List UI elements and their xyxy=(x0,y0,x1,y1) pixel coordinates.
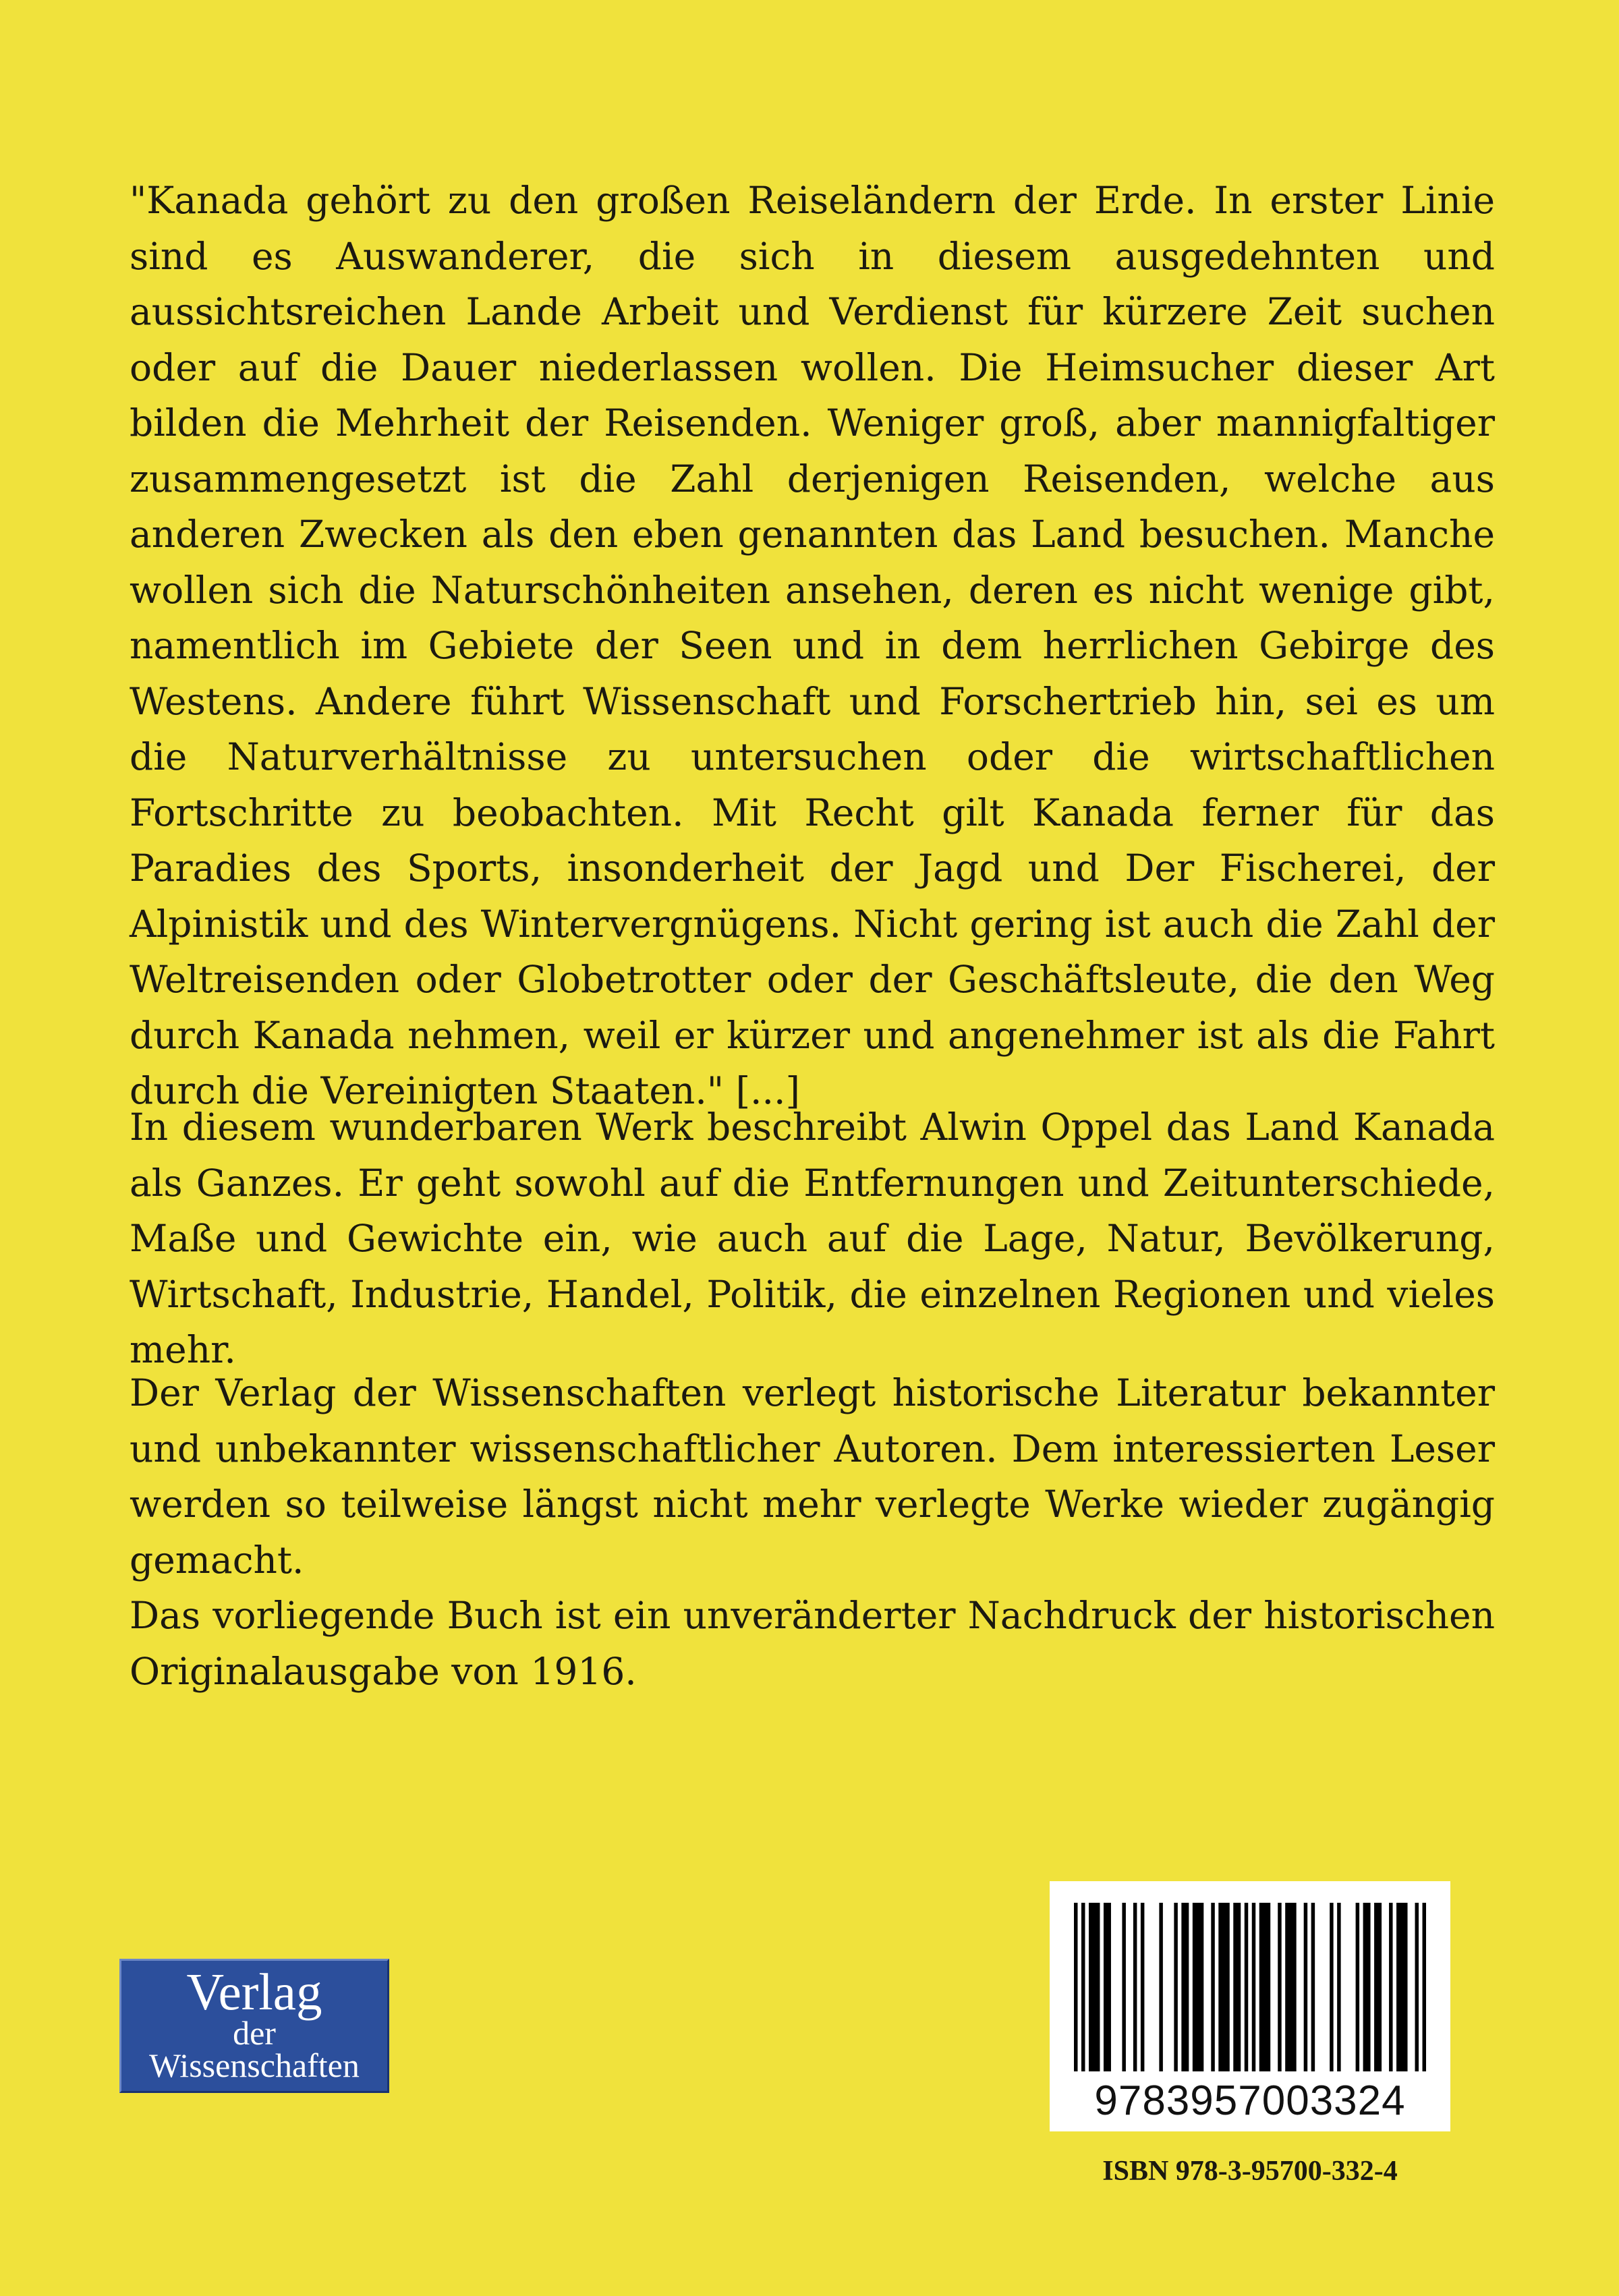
barcode-bar xyxy=(1174,1903,1177,2071)
logo-line-verlag: Verlag xyxy=(186,1963,322,2021)
isbn-number: ISBN 978-3-95700-332-4 xyxy=(1102,2156,1398,2187)
barcode-bar xyxy=(1337,1903,1340,2071)
barcode-bar xyxy=(1089,1903,1100,2071)
barcode-bar xyxy=(1181,1903,1189,2071)
barcode-bar xyxy=(1122,1903,1125,2071)
barcode-label xyxy=(1050,1881,1450,2131)
barcode-bars xyxy=(1074,1903,1426,2071)
publisher-logo xyxy=(119,1959,389,2093)
barcode-bar xyxy=(1211,1903,1214,2071)
barcode-bar xyxy=(1304,1903,1307,2071)
barcode-bar xyxy=(1389,1903,1392,2071)
publisher-note: Der Verlag der Wissenschaften verlegt historische Literatur bekannter und unbekannter wissenschaftlicher Autoren. Dem interessierten Leser werden so teilweise längst nicht mehr verlegte Werke wieder zugängig gemacht. xyxy=(130,1371,1495,1582)
barcode-bar xyxy=(1278,1903,1281,2071)
barcode-bar xyxy=(1285,1903,1296,2071)
barcode-bar xyxy=(1374,1903,1382,2071)
logo-line-wissenschaften: Wissenschaften xyxy=(149,2046,360,2084)
back-cover-quote: "Kanada gehört zu den großen Reiseländern der Erde. In erster Linie sind es Auswanderer, die sich in diesem ausgedehnten und aussichtsreichen Lande Arbeit und Verdienst für kürzere Zeit suchen oder auf die Dauer niederlassen wollen. Die Heimsucher dieser Art bilden die Mehrheit der Reisenden. Weniger groß, aber mannigfaltiger zusammengesetzt ist die Zahl derjenigen Reisenden, welche aus anderen Zwecken als den eben genannten das Land besuchen. Manche wollen sich die Naturschönheiten ansehen, deren es nicht wenige gibt, namentlich im Gebiete der Seen und in dem herrlichen Gebirge des Westens. Andere führt Wissenschaft und Forschertrieb hin, sei es um die Naturverhältnisse zu untersuchen oder die wirtschaftlichen Fortschritte zu beobachten. Mit Recht gilt Kanada ferner für das Paradies des Sports, insonderheit der Jagd und Der Fischerei, der Alpinistik und des Wintervergnügens. Nicht gering ist auch die Zahl der Weltreisenden oder Globetrotter oder der Geschäftsleute, die den Weg durch Kanada nehmen, weil er kürzer und angenehmer ist als die Fahrt durch die Vereinigten Staaten." [...] xyxy=(130,179,1495,1112)
barcode-number: 9783957003324 xyxy=(1094,2077,1406,2124)
barcode-bar xyxy=(1245,1903,1248,2071)
barcode-bar xyxy=(1311,1903,1315,2071)
barcode-bar xyxy=(1415,1903,1419,2071)
logo-line-der: der xyxy=(233,2014,276,2052)
barcode-bar xyxy=(1233,1903,1241,2071)
barcode-bar xyxy=(1356,1903,1359,2071)
barcode-bar xyxy=(1193,1903,1203,2071)
barcode-bar xyxy=(1423,1903,1426,2071)
barcode-bar xyxy=(1133,1903,1137,2071)
publisher-info xyxy=(130,1365,1495,1699)
barcode-bar xyxy=(1363,1903,1371,2071)
barcode-bar xyxy=(1218,1903,1229,2071)
barcode-bar xyxy=(1396,1903,1407,2071)
barcode-bar xyxy=(1074,1903,1077,2071)
barcode-bar xyxy=(1330,1903,1333,2071)
barcode-bar xyxy=(1081,1903,1085,2071)
barcode-bar xyxy=(1252,1903,1255,2071)
barcode-bar xyxy=(1259,1903,1270,2071)
barcode-bar xyxy=(1141,1903,1144,2071)
barcode-bar xyxy=(1159,1903,1162,2071)
barcode-bar xyxy=(1104,1903,1111,2071)
book-summary: In diesem wunderbaren Werk beschreibt Alwin Oppel das Land Kanada als Ganzes. Er geht sowohl auf die Entfernungen und Zeitunterschiede, Maße und Gewichte ein, wie auch auf die Lage, Natur, Bevölkerung, Wirtschaft, Industrie, Handel, Politik, die einzelnen Regionen und vieles mehr. xyxy=(130,1106,1495,1371)
reprint-note: Das vorliegende Buch ist ein unveränderter Nachdruck der historischen Originalausgabe von 1916. xyxy=(130,1594,1495,1693)
